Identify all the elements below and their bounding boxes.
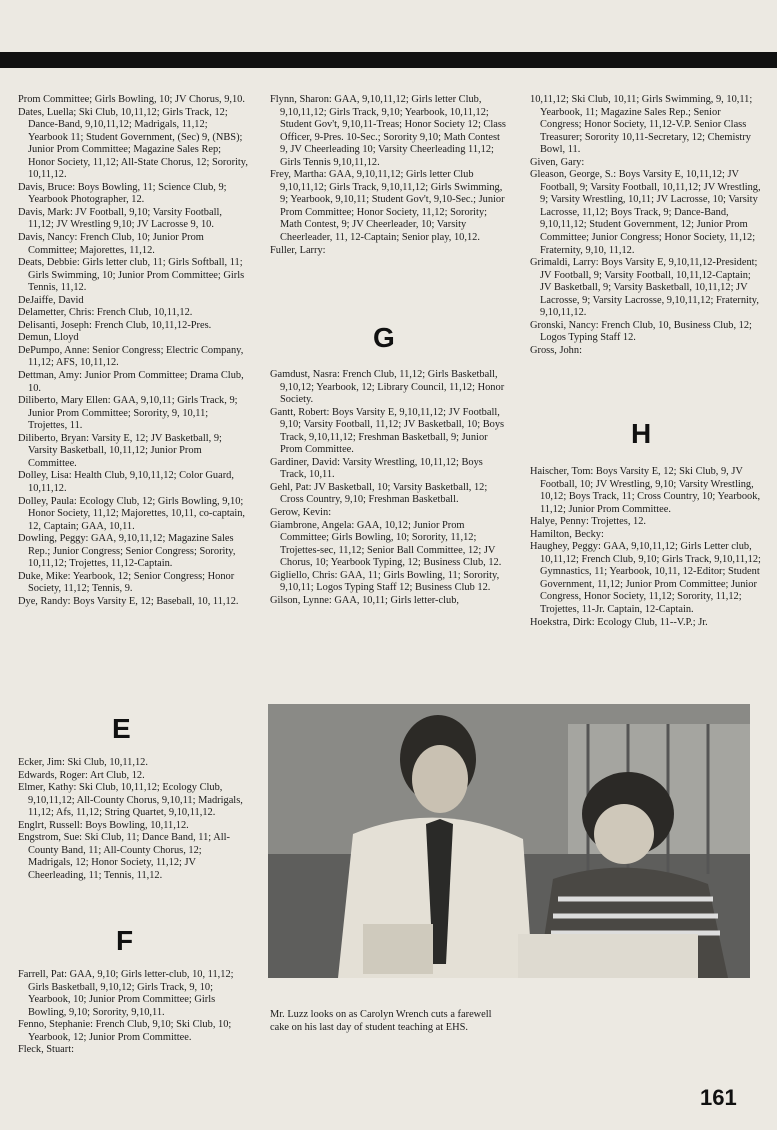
column-1-f (18, 969, 248, 1057)
entry: Gronski, Nancy: French Club, 10, Business Club, 12; Logos Typing Staff 12. (530, 319, 752, 344)
entry: Engstrom, Sue: Ski Club, 11; Dance Band, 11; All-County Band, 11; All-County Chorus, 12; Madrigals, 12; Honor Society, 11,12; JV Cheerleading, 11; Tennis, 11,12. (18, 832, 230, 881)
entry: Gamdust, Nasra: French Club, 11,12; Girls Basketball, 9,10,12; Yearbook, 12; Library Council, 11,12; Honor Society. (270, 369, 505, 406)
page-number: 161 (700, 1085, 737, 1110)
column-2 (270, 94, 510, 257)
entry: Edwards, Roger: Art Club, 12. (18, 769, 145, 781)
photo-caption: Mr. Luzz looks on as Carolyn Wrench cuts a farewell cake on his last day of student teaching at EHS. (270, 1009, 492, 1033)
column-2-g (270, 369, 510, 607)
entry: Dye, Randy: Boys Varsity E, 12; Baseball, 10, 11,12. (18, 595, 239, 607)
entry: Englrt, Russell: Boys Bowling, 10,11,12. (18, 819, 189, 831)
entry: Dettman, Amy: Junior Prom Committee; Drama Club, 10. (18, 370, 244, 394)
column-1-e (18, 757, 248, 882)
section-letter-h: H (631, 418, 652, 449)
column-1 (18, 94, 248, 608)
entry: Davis, Bruce: Boys Bowling, 11; Science Club, 9; Yearbook Photographer, 12. (18, 181, 227, 206)
entry: Deats, Debbie: Girls letter club, 11; Girls Softball, 11; Girls Swimming, 10; Junior Prom Committee; Girls Tennis, 11,12. (18, 257, 245, 294)
entry: Given, Gary: (530, 156, 585, 168)
entry: Dowling, Peggy: GAA, 9,10,11,12; Magazine Sales Rep.; Junior Congress; Senior Congress; Sorority, 10,11,12; Trojettes, 11,12-Captain. (18, 533, 236, 570)
entry: Fenno, Stephanie: French Club, 9,10; Ski Club, 10; Yearbook, 12; Junior Prom Committee. (18, 1019, 232, 1043)
entry: Fleck, Stuart: (18, 1044, 74, 1056)
entry: Duke, Mike: Yearbook, 12; Senior Congress; Honor Society, 11,12; Tennis, 9. (18, 570, 235, 595)
entry: Gerow, Kevin: (270, 507, 332, 519)
entry: 10,11,12; Ski Club, 10,11; Girls Swimming, 9, 10,11; Yearbook, 11; Magazine Sales Rep.; Senior Congress; Honor Society, 11,12-V.P. Senior Class Treasurer; Sorority 10,11-Secretary, 12; Chemistry Bowl, 11. (530, 94, 753, 156)
entry: Demun, Lloyd (18, 332, 79, 344)
entry: Prom Committee; Girls Bowling, 10; JV Chorus, 9,10. (18, 94, 245, 105)
photo (268, 704, 750, 978)
entry: Ecker, Jim: Ski Club, 10,11,12. (18, 757, 148, 768)
section-letter-g: G (373, 322, 395, 353)
entry: DePumpo, Anne: Senior Congress; Electric Company, 11,12; AFS, 10,11,12. (18, 344, 244, 369)
entry: Farrell, Pat: GAA, 9,10; Girls letter-club, 10, 11,12; Girls Basketball, 9,10,12; Girls Track, 9, 10; Yearbook, 10; Junior Prom Committee; Girls Bowling, 9,10; Sorority, 9,10,11. (18, 969, 234, 1018)
entry: Gantt, Robert: Boys Varsity E, 9,10,11,12; JV Football, 9,10; Varsity Football, 11,12; JV Basketball, 10; Boys Track, 9,10,11,12; Freshman Basketball, 9; Junior Prom Committee. (270, 406, 505, 456)
entry: Grimaldi, Larry: Boys Varsity E, 9,10,11,12-President; JV Football, 9; Varsity Football, 10,11,12-Captain; JV Basketball, 9; Varsity Basketball, 10,11,12; JV Lacrosse, 9; Varsity Lacrosse, 9,10,11,12; Fraternity, 9,10,11,12. (530, 257, 759, 319)
entry: Elmer, Kathy: Ski Club, 10,11,12; Ecology Club, 9,10,11,12; All-County Chorus, 9,10,11; Madrigals, 11,12; Afs, 11,12; String Quartet, 9,10,11,12. (18, 782, 243, 819)
entry: Hamilton, Becky: (530, 528, 604, 540)
entry: Diliberto, Bryan: Varsity E, 12; JV Basketball, 9; Varsity Basketball, 10,11,12; Junior Prom Committee. (18, 432, 222, 469)
entry: Dolley, Paula: Ecology Club, 12; Girls Bowling, 9,10; Honor Society, 11,12; Majorettes, 10,11, co-captain, 12, Captain; GAA, 10,11. (18, 495, 245, 532)
entry: Diliberto, Mary Ellen: GAA, 9,10,11; Girls Track, 9; Junior Prom Committee; Sorority, 9, 10,11; Trojettes, 11. (18, 395, 238, 432)
entry: Dates, Luella; Ski Club, 10,11,12; Girls Track, 12; Dance-Band, 9,10,11,12; Madrigals, 11,12; Yearbook 11; Student Government, (Sec) 9, (NBS); Junior Prom Committee; Magazine Sales Rep; Honor Society, 11,12; All-State Chorus, 12; Sorority, 10,11,12. (18, 106, 248, 181)
entry: Davis, Nancy: French Club, 10; Junior Prom Committee; Majorettes, 11,12. (18, 232, 204, 256)
entry: Haischer, Tom: Boys Varsity E, 12; Ski Club, 9, JV Football, 10; JV Wrestling, 9,10; Varsity Wrestling, 10,12; Boys Track, 11; Cross Country, 10; Yearbook, 11,12; Junior Prom Committee. (530, 466, 761, 515)
entry: Frey, Martha: GAA, 9,10,11,12; Girls letter Club 9,10,11,12; Girls Track, 9,10,11,12; Girls Swimming, 9; Yearbook, 9,10,11; Student Gov't, 9,10-Sec.; Junior Prom Committee; Honor Society, 11,12; Sorority; Math Contest, 9; JV Cheerleader, 10; Varsity Cheerleader, 11, 12-Captain; Senior play, 10,12. (270, 169, 505, 244)
column-3 (530, 94, 762, 357)
section-letter-e: E (112, 713, 131, 744)
entry: Giambrone, Angela: GAA, 10,12; Junior Prom Committee; Girls Bowling, 10; Sorority, 11,12; Trojettes-sec, 11,12; Senior Ball Committee, 12; JV Chorus, 10; Yearbook Typing, 12; Business Club, 12. (270, 519, 502, 569)
photo-illustration (268, 704, 750, 978)
entry: Halye, Penny: Trojettes, 12. (530, 516, 647, 528)
entry: Haughey, Peggy: GAA, 9,10,11,12; Girls Letter club, 10,11,12; French Club, 9,10; Girls Track, 9,10,11,12; Gymnastics, 11; Yearbook, 10,11, 12-Editor; Student Government, 11,12; Junior Prom Committee; Junior Congress, Honor Society, 11,12; Sorority, 11,12; Trojettes, 11-Jr. Captain, 12-Captain. (530, 541, 761, 616)
entry: Dolley, Lisa: Health Club, 9,10,11,12; Color Guard, 10,11,12. (18, 470, 234, 494)
entry: Gleason, George, S.: Boys Varsity E, 10,11,12; JV Football, 9; Varsity Football, 10,11,12; JV Wrestling, 9; Varsity Wrestling, 10,11; JV Lacrosse, 10; Varsity Lacrosse, 11,12; Boys Track, 9; Dance-Band, 9,10,11,12; Student Government, 12; Junior Prom Committee; Junior Congress; Honor Society, 11,12; Fraternity, 9,10, 11,12. (530, 169, 761, 256)
entry: Flynn, Sharon: GAA, 9,10,11,12; Girls letter Club, 9,10,11,12; Girls Track, 9,10; Yearbook, 10,11,12; Student Gov't, 9,10,11-Treas; Honor Society 12; Class Officer, 9-Pres. 10-Sec.; Sorority 9,10; Math Contest 9, JV Cheerleading 10; Varsity Cheerleading 11,12; Girls Tennis 9,10,11,12. (270, 94, 506, 168)
entry: Hoekstra, Dirk: Ecology Club, 11--V.P.; Jr. (530, 616, 708, 628)
header-bar (0, 52, 777, 68)
entry: Gigliello, Chris: GAA, 11; Girls Bowling, 11; Sorority, 9,10,11; Logos Typing Staff 12; Business Club 12. (270, 569, 500, 594)
entry: Delisanti, Joseph: French Club, 10,11,12-Pres. (18, 319, 212, 331)
entry: Delametter, Chris: French Club, 10,11,12. (18, 307, 193, 319)
entry: Fuller, Larry: (270, 244, 326, 256)
column-3-h (530, 466, 762, 629)
section-letter-f: F (116, 925, 134, 956)
entry: Gardiner, David: Varsity Wrestling, 10,11,12; Boys Track, 10,11. (270, 456, 483, 481)
entry: Gehl, Pat: JV Basketball, 10; Varsity Basketball, 12; Cross Country, 9,10; Freshman Basketball. (270, 481, 488, 506)
entry: Gilson, Lynne: GAA, 10,11; Girls letter-club, (270, 594, 460, 606)
entry: Davis, Mark: JV Football, 9,10; Varsity Football, 11,12; JV Wrestling 9,10; JV Lacrosse 9, 10. (18, 206, 222, 231)
entry: DeJaiffe, David (18, 294, 84, 306)
entry: Gross, John: (530, 344, 582, 356)
